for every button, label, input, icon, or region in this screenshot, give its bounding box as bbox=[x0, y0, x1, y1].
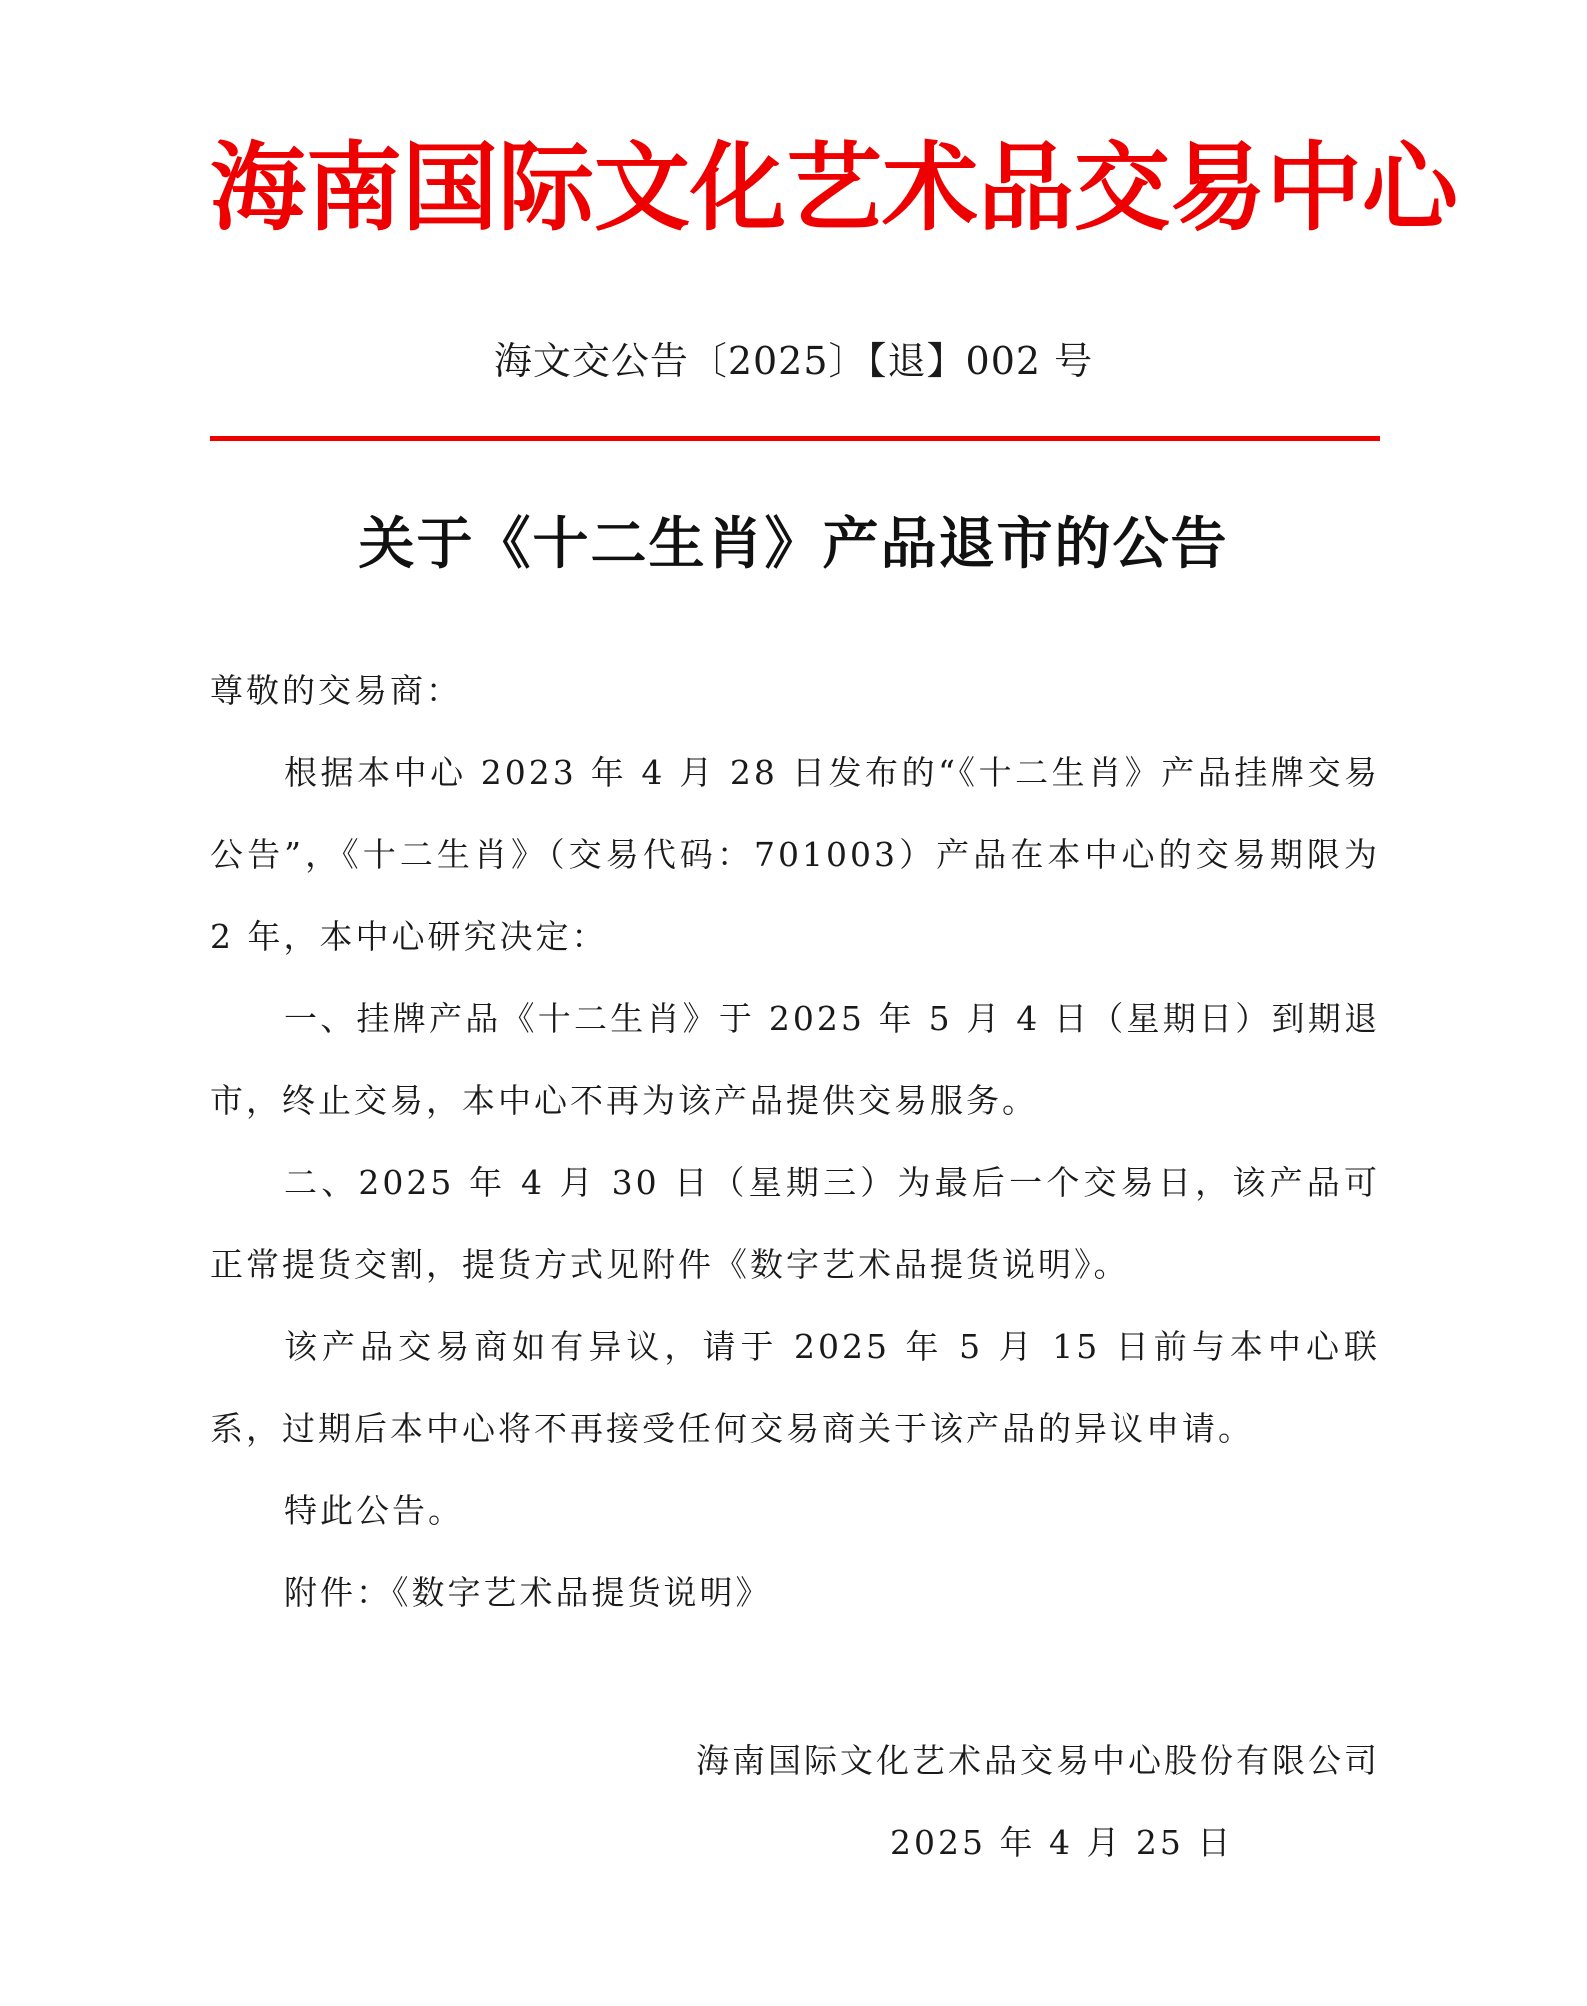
masthead-char: 文 bbox=[594, 131, 690, 244]
body-paragraph: 一、挂牌产品《十二生肖》于 2025 年 5 月 4 日（星期日）到期退市，终止交易，本中心不再为该产品提供交易服务。 bbox=[210, 999, 1380, 1120]
masthead-char: 际 bbox=[498, 131, 594, 244]
body-paragraph: 根据本中心 2023 年 4 月 28 日发布的“《十二生肖》产品挂牌交易公告”，《十二生肖》（交易代码：701003）产品在本中心的交易期限为 2 年，本中心研究决定： bbox=[210, 753, 1380, 956]
masthead-char: 易 bbox=[1170, 131, 1266, 244]
masthead-char: 南 bbox=[306, 131, 402, 244]
masthead-char: 艺 bbox=[786, 131, 882, 244]
body-paragraph: 二、2025 年 4 月 30 日（星期三）为最后一个交易日，该产品可正常提货交割，提货方式见附件《数字艺术品提货说明》。 bbox=[210, 1163, 1380, 1284]
salutation: 尊敬的交易商： bbox=[210, 671, 462, 710]
issue-date: 2025 年 4 月 25 日 bbox=[890, 1823, 1234, 1862]
masthead-char: 海 bbox=[210, 131, 306, 244]
closing-remark: 特此公告。 bbox=[284, 1491, 464, 1530]
announcement-body bbox=[210, 650, 1380, 1634]
issuer-signature: 海南国际文化艺术品交易中心股份有限公司 bbox=[696, 1741, 1380, 1780]
masthead-char: 中 bbox=[1266, 131, 1362, 244]
attachment-note: 附件：《数字艺术品提货说明》 bbox=[284, 1573, 772, 1612]
red-divider-line bbox=[210, 436, 1380, 441]
masthead-char: 化 bbox=[690, 131, 786, 244]
document-number: 海文交公告〔2025〕【退】002 号 bbox=[493, 339, 1094, 383]
masthead-char: 品 bbox=[978, 131, 1074, 244]
masthead-char: 交 bbox=[1074, 131, 1170, 244]
announcement-title: 关于《十二生肖》产品退市的公告 bbox=[358, 511, 1229, 577]
masthead-char: 术 bbox=[882, 131, 978, 244]
masthead-char: 国 bbox=[402, 131, 498, 244]
body-paragraph: 该产品交易商如有异议，请于 2025 年 5 月 15 日前与本中心联系，过期后本中心将不再接受任何交易商关于该产品的异议申请。 bbox=[210, 1327, 1380, 1448]
masthead-char: 心 bbox=[1362, 131, 1458, 244]
masthead-title bbox=[210, 128, 1458, 248]
